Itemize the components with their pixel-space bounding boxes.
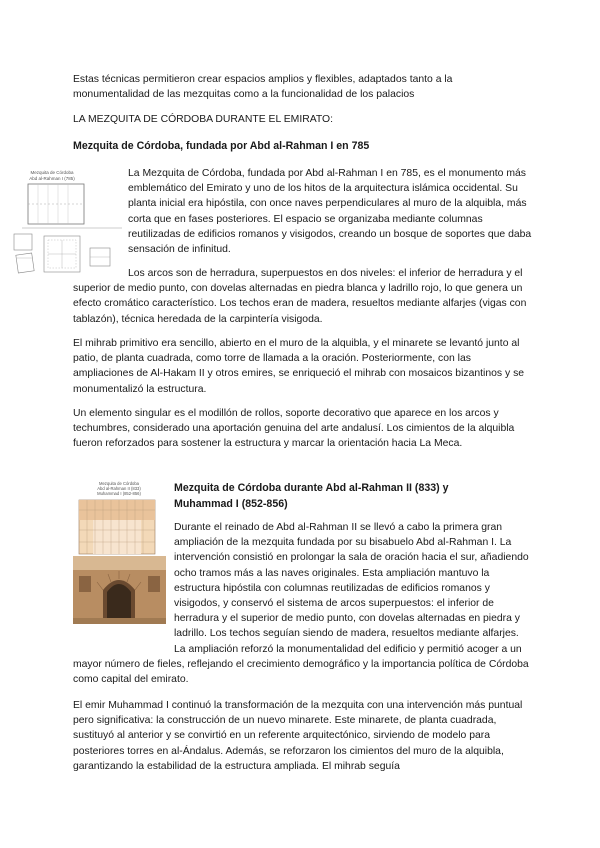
paragraph-2: Los arcos son de herradura, superpuestos en dos niveles: el inferior de herradura y el superior de medio punto, con dovelas alternadas en piedra blanca y ladrillo rojo, lo que genera un efecto cromático característico. Los techos eran de madera, resueltos mediante alfarjes (vigas con tablazón), técnica heredada de la carpintería visigoda. — [73, 268, 527, 325]
paragraph-5-line: ladrillo. Los techos seguían siendo de madera, resueltos mediante alfarjes. — [174, 628, 519, 640]
plan-drawing-icon — [10, 166, 122, 280]
figure-plan-abd-al-rahman-i — [10, 166, 122, 280]
heading-abd-al-rahman-i: Mezquita de Córdoba, fundada por Abd al-Rahman I en 785 — [73, 140, 370, 152]
paragraph-5-line: intervención consistió en prolongar la sala de oración hacia el sur, añadiendo — [174, 552, 529, 564]
intro-paragraph: Estas técnicas permitieron crear espacios amplios y flexibles, adaptados tanto a la monumentalidad de las mezquitas como a la funcionalidad de los palacios — [73, 74, 453, 101]
fig2-caption-line-3: Muhammad I (852-856) — [97, 491, 141, 496]
fig2-caption-line-1: Mezquita de Córdoba — [98, 481, 140, 486]
paragraph-1: La Mezquita de Córdoba, fundada por Abd al-Rahman I en 785, es el monumento más emblemático del Emirato y uno de los hitos de la arquitectura islámica occidental. Su planta inicial era hipóstila, con once naves perpendiculares al muro de la alquibla, más corta que en fases posteriores. El espacio se organizaba mediante columnas reutilizadas de edificios romanos y visigodos, creando un bosque de soportes que daba sensación de infinitud. — [128, 168, 532, 256]
paragraph-3: El mihrab primitivo era sencillo, abierto en el muro de la alquibla, y el minarete se levantó junto al patio, de planta cuadrada, como torre de llamada a la oración. Posteriormente, con las ampliaciones de Al-Hakam II y otros emires, se enriqueció el mihrab con mosaicos bizantinos y se monumentalizó la estructura. — [73, 338, 525, 395]
paragraph-5-continuation: mayor número de fieles, reflejando el crecimiento demográfico y la importancia política de Córdoba como capital del emirato. — [73, 658, 529, 686]
paragraph-5-line: ocho tramos más a las naves originales. Esta ampliación mantuvo la — [174, 567, 490, 579]
fig1-caption-line-1: Mezquita de Córdoba — [30, 170, 74, 175]
fig1-caption-line-2: Abd al-Rahman I (785) — [29, 176, 75, 181]
paragraph-5-line: La ampliación reforzó la monumentalidad del edificio y permitió acoger a un — [174, 643, 522, 655]
paragraph-5 — [73, 520, 532, 687]
paragraph-5-line: Durante el reinado de Abd al-Rahman II se llevó a cabo la primera gran — [174, 522, 503, 533]
paragraph-5-line: herradura y el superior de medio punto, con dovelas alternadas en piedra y — [174, 613, 520, 625]
heading-abd-al-rahman-ii: Mezquita de Córdoba durante Abd al-Rahman II (833) y Muhammad I (852-856) — [174, 482, 449, 510]
paragraph-5-line: estructura hipóstila con columnas reutilizadas de edificios romanos y — [174, 582, 490, 594]
section-title: LA MEZQUITA DE CÓRDOBA DURANTE EL EMIRATO: — [73, 114, 334, 125]
paragraph-4: Un elemento singular es el modillón de rollos, soporte decorativo que aparece en los arcos y techumbres, considerado una aportación genuina del arte andalusí. Los cimientos de la alquibla fueron reforzados para sostener la estructura y marcar la orientación hacia La Meca. — [73, 408, 515, 450]
figure-plan-and-facade — [73, 478, 166, 624]
paragraph-5-line: visigodos, y conservó el sistema de arcos superpuestos: el inferior de — [174, 598, 494, 610]
plan-and-facade-icon — [73, 478, 166, 624]
paragraph-5-line: ampliación de la mezquita fundada por su bisabuelo Abd al-Rahman I. La — [174, 537, 512, 549]
paragraph-6: El emir Muhammad I continuó la transformación de la mezquita con una intervención más puntual pero significativa: la construcción de un nuevo minarete. Este minarete, de planta cuadrada, sustituyó al anterior y se convirtió en un referente arquitectónico, sirviendo de modelo para posteriores torres en al-Ándalus. Además, se reforzaron los cimientos del muro de la alquibla, garantizando la estabilidad de la estructura ampliada. El mihrab seguía — [73, 700, 523, 772]
fig2-caption-line-2: Abd al-Rahman II (833) — [97, 486, 141, 491]
